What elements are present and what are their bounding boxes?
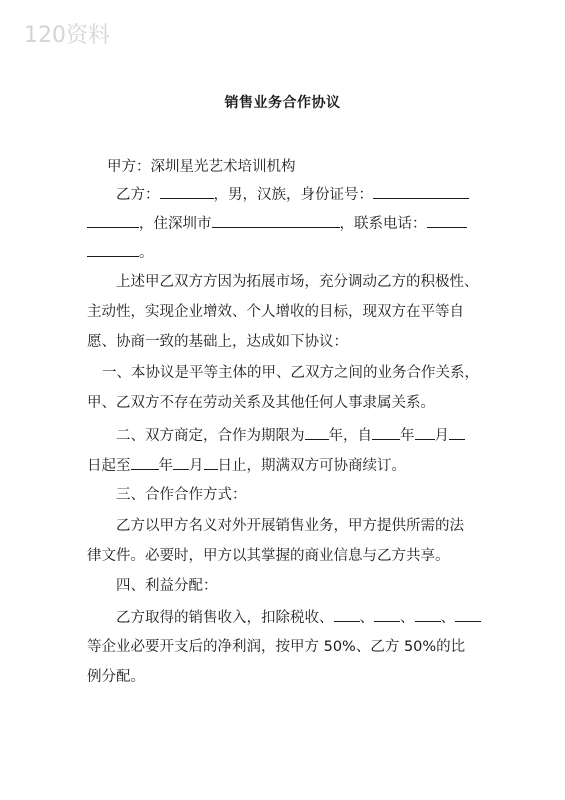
party-a-line: 甲方：深圳星光艺术培训机构 [107,159,296,175]
clause-2-line-2 [87,455,406,476]
start-day-blank [449,425,465,440]
clause-2-end-month-text: 月 [189,458,204,474]
clause-4-income-text: 乙方取得的销售收入，扣除税收、 [116,610,334,626]
clause-4-line-1 [116,607,481,628]
phone-blank [427,213,467,228]
watermark: 120资料 [24,23,110,48]
clause-4-heading: 四、利益分配： [116,578,218,594]
deduction-blank-4 [455,607,481,622]
end-month-blank [173,455,189,470]
party-b-line-3 [87,242,154,263]
deduction-sep-3: 、 [440,610,455,626]
end-day-blank [204,455,218,470]
clause-4-line-3: 例分配。 [87,669,145,685]
clause-2-year-text: 年 [400,428,415,444]
clause-2-end-year-text: 年 [158,458,173,474]
clause-4-line-2: 等企业必要开支后的净利润，按甲方 50%、乙方 50%的比 [87,639,466,655]
id-number-blank [373,184,469,199]
party-b-label: 乙方： [116,187,160,203]
deduction-blank-1 [334,607,360,622]
clause-3-line-1: 乙方以甲方名义对外开展销售业务，甲方提供所需的法 [116,518,464,534]
document-title: 销售业务合作协议 [224,95,341,111]
deduction-sep-2: 、 [400,610,415,626]
party-b-address-text: ，住深圳市 [139,216,212,232]
deduction-blank-2 [374,607,400,622]
clause-3-line-2: 律文件。必要时，甲方以其掌握的商业信息与乙方共享。 [87,548,450,564]
start-month-blank [415,425,435,440]
clause-2-line-1 [116,425,465,446]
intro-line-1: 上述甲乙双方方因为拓展市场，充分调动乙方的积极性、 [116,274,479,290]
clause-2-term-text: 二、双方商定，合作为期限为 [116,428,305,444]
end-year-blank [131,455,159,470]
clause-2-from-text: 年，自 [328,428,372,444]
intro-line-3: 愿、协商一致的基础上，达成如下协议： [87,334,348,350]
party-b-line-1 [116,184,469,205]
intro-line-2: 主动性，实现企业增效、个人增收的目标，现双方在平等自 [87,304,464,320]
address-blank [212,213,340,228]
clause-1-line-2: 甲、乙双方不存在劳动关系及其他任何人事隶属关系。 [87,395,435,411]
clause-2-end-text: 日止，期满双方可协商续订。 [217,458,406,474]
party-b-phone-text: ，联系电话： [339,216,427,232]
start-year-blank [372,425,400,440]
name-blank [160,184,214,199]
party-b-end: 。 [139,245,154,261]
deduction-sep-1: 、 [359,610,374,626]
clause-1-line-1: 一、本协议是平等主体的甲、乙双方之间的业务合作关系， [102,365,479,381]
clause-2-until-text: 日起至 [87,458,131,474]
party-b-line-2 [87,213,467,234]
id-number-blank-cont [87,213,139,228]
deduction-blank-3 [415,607,441,622]
clause-2-month-text: 月 [434,428,449,444]
clause-3-heading: 三、合作合作方式： [116,487,247,503]
phone-blank-cont [87,242,139,257]
party-b-gender-text: ，男，汉族，身份证号： [213,187,373,203]
term-years-blank [305,425,329,440]
